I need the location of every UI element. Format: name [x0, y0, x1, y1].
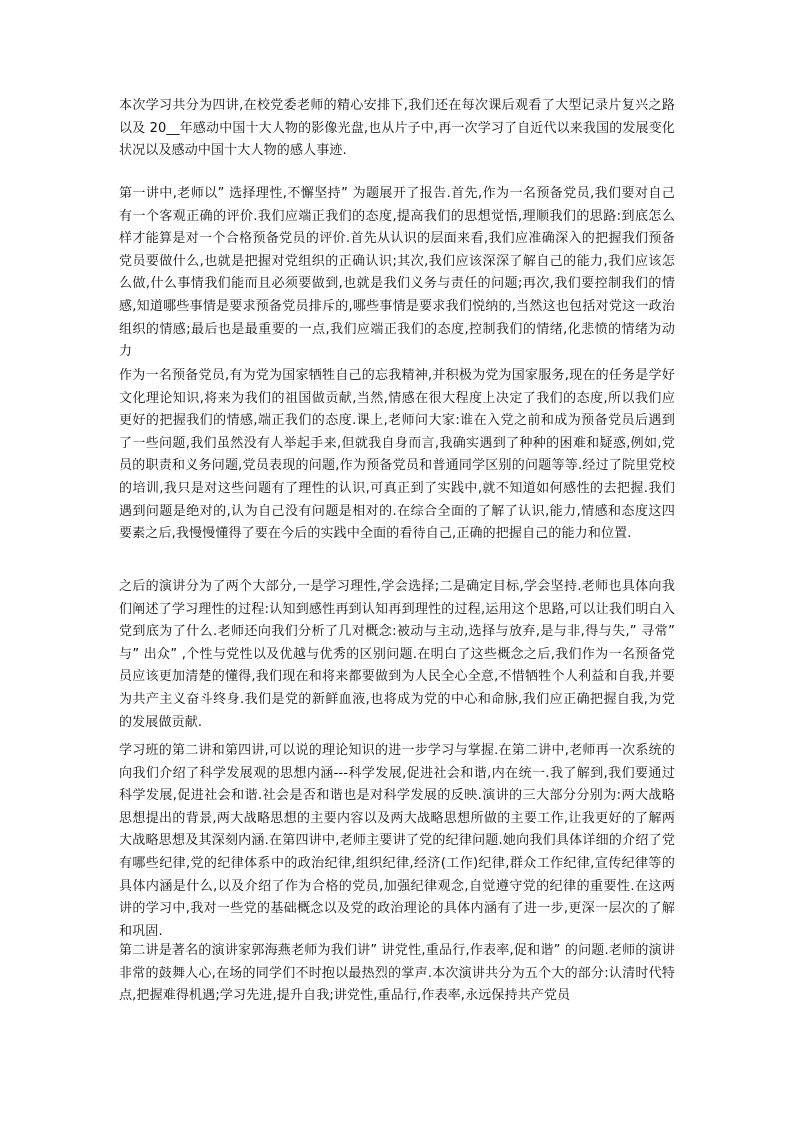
paragraph-lectures-two-four: 学习班的第二讲和第四讲,可以说的理论知识的进一步学习与掌握.在第二讲中,老师再一次系统的向我们介绍了科学发展观的思想内涵---科学发展,促进社会和谐,内在统一.我了解到,我们要通过科学发展,促进社会和谐.社会是否和谐也是对科学发展的反映.演讲的三大部分分别为:两大战略思想提出的背景,两大战略思想的主要内容以及两大战略思想所做的主要工作,让我更好的了解两大战略思想及其深刻内涵.在第四讲中,老师主要讲了党的纪律问题.她向我们具体详细的介绍了党有哪些纪律,党的纪律体系中的政治纪律,组织纪律,经济(工作)纪律,群众工作纪律,宣传纪律等的具体内涵是什么,以及介绍了作为合格的党员,加强纪律观念,自觉遵守党的纪律的重要性.在这两讲的学习中,我对一些党的基础概念以及党的政治理论的具体内涵有了进一步,更深一层次的了解和巩固. — [119, 743, 675, 939]
paragraph-lecture-speaker: 第二讲是著名的演讲家郭海燕老师为我们讲” 讲党性,重品行,作表率,促和谐” 的问题.老师的演讲非常的鼓舞人心,在场的同学们不时抱以最热烈的掌声.本次演讲共分为五个大的部分:认清时代特点,把握难得机遇;学习先进,提升自我;讲党性,重品行,作表率,永远保持共产党员 — [119, 943, 675, 1004]
paragraph-probationary-member: 作为一名预备党员,有为党为国家牺牲自己的忘我精神,并积极为党为国家服务,现在的任务是学好文化理论知识,将来为我们的祖国做贡献,当然,情感在很大程度上决定了我们的态度,所以我们应更好的把握我们的情感,端正我们的态度.课上,老师问大家:谁在入党之前和成为预备党员后遇到了一些问题,我们虽然没有人举起手来,但就我自身而言,我确实遇到了种种的困难和疑惑,例如,党员的职责和义务问题,党员表现的问题,作为预备党员和普通同学区别的问题等等.经过了院里党校的培训,我只是对这些问题有了理性的认识,可真正到了实践中,就不知道如何感性的去把握.我们遇到问题是绝对的,认为自己没有问题是相对的.在综合全面的了解了认识,能力,情感和态度这四要素之后,我慢慢懂得了要在今后的实践中全面的看待自己,正确的把握自己的能力和位置. — [119, 368, 675, 542]
paragraph-intro: 本次学习共分为四讲,在校党委老师的精心安排下,我们还在每次课后观看了大型记录片复兴之路以及 20__年感动中国十大人物的影像光盘,也从片子中,再一次学习了自近代以来我国的发展变化状况以及感动中国十大人物的感人事迹. — [119, 98, 675, 159]
paragraph-speech-parts: 之后的演讲分为了两个大部分,一是学习理性,学会选择;二是确定目标,学会坚持.老师也具体向我们阐述了学习理性的过程:认知到感性再到认知再到理性的过程,运用这个思路,可以让我们明白入党到底为了什么.老师还向我们分析了几对概念:被动与主动,选择与放弃,是与非,得与失,” 寻常” 与” 出众” ,个性与党性以及优越与优秀的区别问题.在明白了这些概念之后,我们作为一名预备党员应该更加清楚的懂得,我们现在和将来都要做到为人民全心全意,不惜牺牲个人利益和自我,并要为共产主义奋斗终身.我们是党的新鲜血液,也将成为党的中心和命脉,我们应正确把握自我,为党的发展做贡献. — [119, 579, 675, 730]
paragraph-lecture-one: 第一讲中,老师以” 选择理性,不懈坚持” 为题展开了报告.首先,作为一名预备党员,我们要对自己有一个客观正确的评价.我们应端正我们的态度,提高我们的思想觉悟,理顺我们的思路:到底怎么样才能算是对一个合格预备党员的评价.首先从认识的层面来看,我们应准确深入的把握我们预备党员要做什么,也就是把握对党组织的正确认识;其次,我们应该深深了解自己的能力,我们应该怎么做,什么事情我们能而且必须要做到,也就是我们义务与责任的问题;再次,我们要控制我们的情感,知道哪些事情是要求预备党员排斥的,哪些事情是要求我们悦纳的,当然这也包括对党这一政治组织的情感;最后也是最重要的一点,我们应端正我们的态度,控制我们的情绪,化悲愤的情绪为动力 — [119, 186, 675, 360]
